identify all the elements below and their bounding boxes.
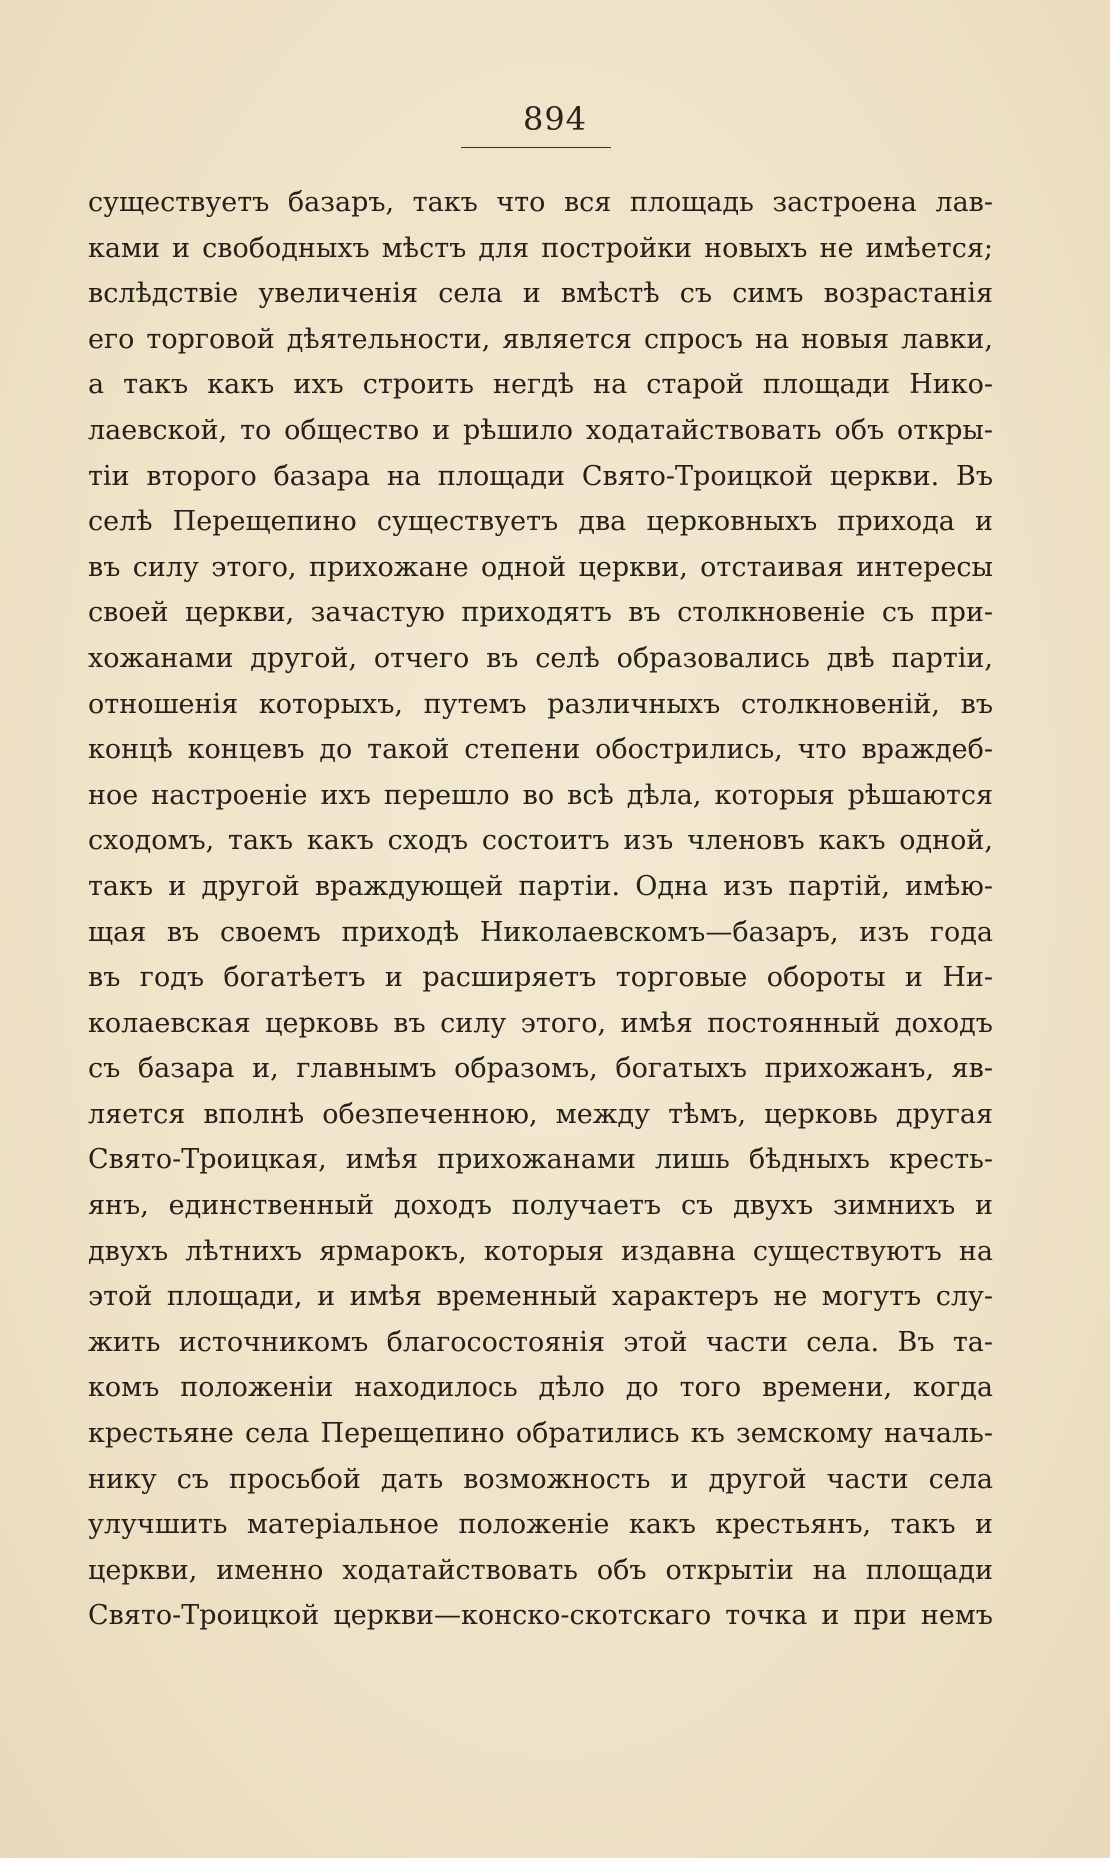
text-line: хожанами другой, отчего въ селѣ образовались двѣ партіи, bbox=[88, 642, 993, 674]
text-line: своей церкви, зачастую приходятъ въ столкновеніе съ при- bbox=[88, 597, 993, 629]
text-line: ное настроеніе ихъ перешло во всѣ дѣла, которыя рѣшаются bbox=[88, 779, 993, 811]
text-line: такъ и другой враждующей партіи. Одна изъ партій, имѣю- bbox=[88, 870, 993, 902]
text-line: церкви, именно ходатайствовать объ открытіи на площади bbox=[88, 1554, 993, 1586]
text-line: тіи второго базара на площади Свято-Троицкой церкви. Въ bbox=[88, 460, 993, 492]
text-line: нику съ просьбой дать возможность и другой части села bbox=[88, 1463, 993, 1495]
text-line: отношенія которыхъ, путемъ различныхъ столкновеній, въ bbox=[88, 688, 993, 720]
text-line: а такъ какъ ихъ строить негдѣ на старой площади Нико- bbox=[88, 369, 993, 401]
body-text bbox=[88, 180, 993, 1639]
text-line: концѣ концевъ до такой степени обострились, что враждеб- bbox=[88, 734, 993, 766]
text-line: съ базара и, главнымъ образомъ, богатыхъ прихожанъ, яв- bbox=[88, 1053, 993, 1085]
text-line: янъ, единственный доходъ получаетъ съ двухъ зимнихъ и bbox=[88, 1190, 993, 1222]
text-line: комъ положеніи находилось дѣло до того времени, когда bbox=[88, 1372, 993, 1404]
page-number: 894 bbox=[522, 100, 588, 138]
text-line: этой площади, и имѣя временный характеръ не могутъ слу- bbox=[88, 1281, 993, 1313]
text-line: Свято-Троицкой церкви—конско-скотскаго точка и при немъ bbox=[88, 1600, 993, 1632]
text-line: его торговой дѣятельности, является спросъ на новыя лавки, bbox=[88, 323, 993, 355]
text-line: лаевской, то общество и рѣшило ходатайствовать объ откры- bbox=[88, 414, 993, 446]
text-line: щая въ своемъ приходѣ Николаевскомъ—базаръ, изъ года bbox=[88, 916, 993, 948]
text-line: жить источникомъ благосостоянія этой части села. Въ та- bbox=[88, 1326, 993, 1358]
text-line: въ годъ богатѣетъ и расширяетъ торговые обороты и Ни- bbox=[88, 962, 993, 994]
text-line: вслѣдствіе увеличенія села и вмѣстѣ съ симъ возрастанія bbox=[88, 278, 993, 310]
text-line: Свято-Троицкая, имѣя прихожанами лишь бѣдныхъ кресть- bbox=[88, 1144, 993, 1176]
header-rule bbox=[461, 147, 611, 148]
text-line: сходомъ, такъ какъ сходъ состоитъ изъ членовъ какъ одной, bbox=[88, 825, 993, 857]
text-line: въ силу этого, прихожане одной церкви, отстаивая интересы bbox=[88, 551, 993, 583]
text-line: улучшить матеріальное положеніе какъ крестьянъ, такъ и bbox=[88, 1509, 993, 1541]
text-line: ляется вполнѣ обезпеченною, между тѣмъ, церковь другая bbox=[88, 1098, 993, 1130]
text-line: колаевская церковь въ силу этого, имѣя постоянный доходъ bbox=[88, 1007, 993, 1039]
text-line: существуетъ базаръ, такъ что вся площадь застроена лав- bbox=[88, 187, 993, 218]
text-line: крестьяне села Перещепино обратились къ земскому началь- bbox=[88, 1418, 993, 1450]
text-line: селѣ Перещепино существуетъ два церковныхъ прихода и bbox=[88, 506, 993, 538]
text-line: ками и свободныхъ мѣстъ для постройки новыхъ не имѣется; bbox=[88, 232, 993, 264]
text-line: двухъ лѣтнихъ ярмарокъ, которыя издавна существуютъ на bbox=[88, 1235, 993, 1267]
